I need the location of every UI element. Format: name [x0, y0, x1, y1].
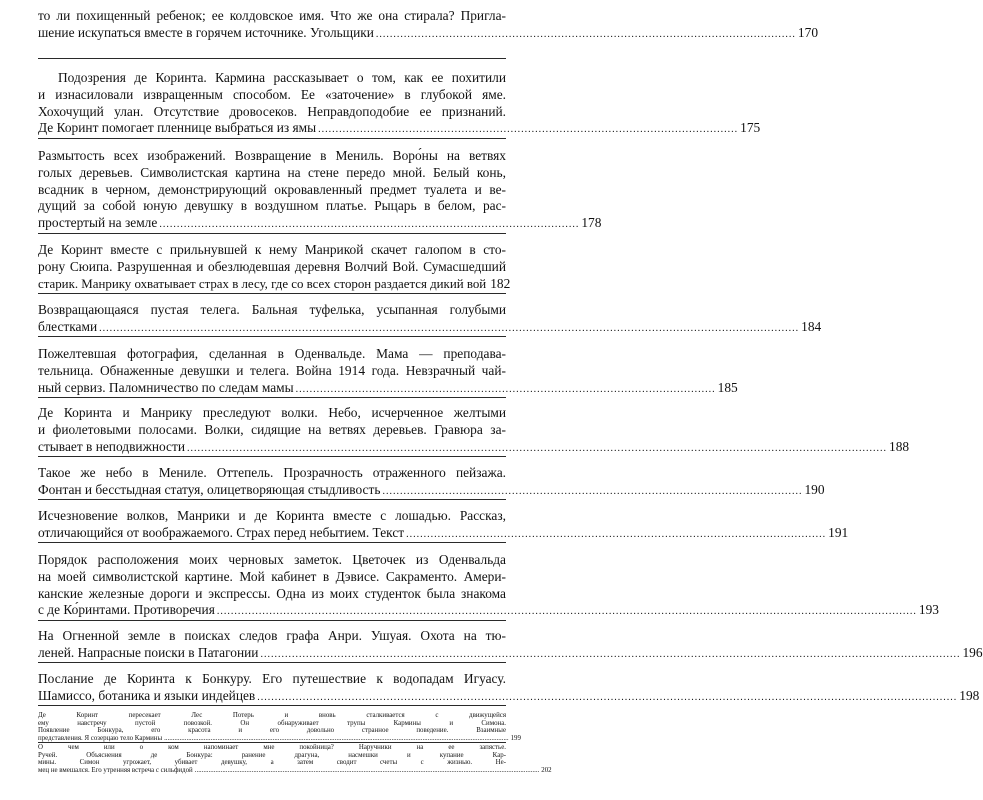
- entry-last-line: [38, 24, 819, 42]
- entry-last-line: [38, 481, 825, 499]
- entry-line-text: Де Коринт помогает пленнице выбраться из ямы: [38, 120, 317, 136]
- entry-line-text: на моей символистской картине. Мой кабинет в Дэвисе. Сакраменто. Амери-: [38, 568, 506, 584]
- entry-last-line: [38, 275, 511, 293]
- entry-line: [38, 465, 506, 482]
- entry-line-text: блестками: [38, 318, 98, 334]
- page-number: 175: [740, 120, 761, 136]
- entry-line-text: Размытость всех изображений. Возвращение в Мениль. Воро́ны на ветвях: [38, 148, 506, 163]
- entry-line: [38, 165, 506, 182]
- entry-line-text: канские железные дороги и экспрессы. Одна из моих студенток была знакома: [38, 585, 506, 601]
- entry-last-line: [38, 766, 552, 775]
- entry-line: [38, 586, 506, 603]
- entry-last-line: [38, 602, 939, 619]
- entry-line-text: и изнасиловали извращенным способом. Ее «заточение» в глубокой яме.: [38, 86, 506, 102]
- entry-line-text: ный сервиз. Паломничество по следам мамы: [38, 379, 294, 395]
- entry-line: [38, 70, 506, 87]
- entry-line-text: Пожелтевшая фотография, сделанная в Оденвальде. Мама — преподава-: [38, 346, 506, 361]
- leader-dots: ........................................................................................................................................................................................................: [164, 734, 509, 742]
- entry-line-text: Де Коринт пересекает Лес Потерь и вновь сталкивается с движущейся: [38, 712, 506, 719]
- entry-line-text: и фиолетовыми полосами. Волки, сидящие на ветвях деревьев. Гравюра за-: [38, 421, 506, 437]
- entry-line-text: шение искупаться вместе в горячем источнике. Угольщики: [38, 24, 374, 40]
- page-number: 190: [804, 481, 825, 497]
- entry-last-line: [38, 215, 602, 232]
- entry-line-text: тельница. Обнаженные девушки и телега. Война 1914 года. Невзрачный чай-: [38, 362, 506, 378]
- entry-line-text: всадник в черном, демонстрирующий окровавленный предмет туалета и ве-: [38, 181, 506, 197]
- entry-last-line: [38, 379, 738, 397]
- page-number: 185: [717, 379, 738, 395]
- entry-line-text: На Огненной земле в поисках следов графа Анри. Ушуая. Охота на тю-: [38, 628, 506, 643]
- page-number: 202: [541, 766, 552, 774]
- toc-entry: [38, 465, 825, 500]
- page-number: 199: [510, 734, 521, 742]
- leader-dots: ........................................................................................................................................................................................................: [260, 648, 961, 660]
- entry-last-line: [38, 438, 910, 456]
- entry-line: [38, 104, 506, 121]
- entry-last-line: [38, 524, 849, 542]
- entry-line-text: стывает в неподвижности: [38, 438, 185, 454]
- page-number: 170: [797, 24, 819, 40]
- toc-entry: [38, 302, 822, 337]
- toc-entry: [38, 70, 761, 139]
- toc-entry: [38, 744, 552, 774]
- toc-entry: [38, 405, 910, 457]
- entry-line: [38, 87, 506, 104]
- entry-line-text: мины. Симон угрожает, убивает девушку, а затем сводит счеты с жизнью. Не-: [38, 759, 506, 767]
- entry-line-text: голых деревьев. Символистская картина на стене передо мной. Белый конь,: [38, 164, 506, 180]
- entry-line: [38, 198, 506, 215]
- entry-line: [38, 363, 506, 380]
- page-number: 196: [962, 644, 983, 660]
- entry-line-text: леней. Напрасные поиски в Патагонии: [38, 644, 259, 660]
- entry-line-text: Де Коринта и Манрику преследуют волки. Небо, исчерченное желтыми: [38, 405, 506, 420]
- entry-line: [38, 744, 506, 752]
- toc-entry: [38, 508, 849, 543]
- toc-entry: [38, 242, 511, 294]
- entry-line: [38, 148, 506, 165]
- leader-dots: ........................................................................................................................: [295, 383, 716, 395]
- entry-line-text: дущий за собой юную девушку в воздушном платье. Рыцарь в белом, рас-: [38, 198, 506, 214]
- entry-line-text: то ли похищенный ребенок; ее колдовское имя. Что же она стирала? Пригла-: [38, 8, 506, 23]
- toc-entry: [38, 346, 738, 398]
- entry-last-line: [38, 734, 521, 743]
- entry-line-text: Возвращающаяся пустая телега. Бальная туфелька, усыпанная голубыми: [38, 302, 506, 317]
- leader-dots: ........................................................................................................................................................................................................: [257, 691, 958, 703]
- entry-last-line: [38, 318, 822, 336]
- entry-line-text: мец не вмешался. Его утренняя встреча с сильфидой: [38, 766, 193, 774]
- toc-entry: [38, 8, 819, 59]
- leader-dots: ........................................................................................................................................................................................................: [216, 606, 917, 618]
- entry-line: [38, 8, 506, 25]
- entry-line: [38, 405, 506, 422]
- entry-line-text: с де Ко́ринтами. Противоречия: [38, 602, 215, 618]
- page-number: 178: [581, 215, 602, 231]
- entry-line-text: Фонтан и бесстыдная статуя, олицетворяющая стыдливость: [38, 481, 381, 497]
- entry-line-text: Ручей. Объяснения де Бонкура: ранение драгуна, насмешки и купание Кар-: [38, 751, 506, 759]
- entry-line-text: простертый на земле: [38, 215, 158, 231]
- page-number: 191: [828, 524, 849, 540]
- page-number: 198: [959, 687, 980, 703]
- entry-line: [38, 259, 506, 276]
- entry-line-text: Шамиссо, ботаника и языки индейцев: [38, 687, 256, 703]
- entry-line-text: рону Сюипа. Разрушенная и обезлюдевшая деревня Волчий Вой. Сумасшедший: [38, 258, 506, 274]
- entry-last-line: [38, 687, 980, 705]
- page-number: 193: [918, 602, 939, 618]
- entry-line: [38, 346, 506, 363]
- entry-line: [38, 628, 506, 645]
- entry-line: [38, 727, 506, 735]
- entry-line: [38, 508, 506, 525]
- leader-dots: ........................................................................................................................: [375, 28, 796, 40]
- entry-line: [38, 759, 506, 767]
- leader-dots: ........................................................................................................................: [159, 219, 580, 231]
- entry-line: [38, 720, 506, 728]
- entry-line: [38, 712, 506, 720]
- toc-entry: [38, 148, 602, 234]
- entry-line-text: старик. Манрику охватывает страх в лесу, где со всех сторон раздается дикий вой: [38, 276, 487, 291]
- entry-line-text: О чем или о ком напоминает мне покойница? Наручники на ее запястье.: [38, 744, 506, 751]
- entry-line: [38, 422, 506, 439]
- page-number: 182: [490, 275, 511, 291]
- entry-line-text: Порядок расположения моих черновых заметок. Цветочек из Оденвальда: [38, 552, 506, 567]
- entry-line-text: Де Коринт вместе с прильнувшей к нему Манрикой скачет галопом в сто-: [38, 242, 506, 257]
- leader-dots: ........................................................................................................................: [382, 485, 803, 497]
- entry-last-line: [38, 644, 983, 662]
- entry-line-text: Подозрения де Коринта. Кармина рассказывает о том, как ее похитили: [58, 70, 506, 85]
- leader-dots: ........................................................................................................................................................................................................: [194, 766, 540, 774]
- entry-line-text: ему навстречу пустой повозкой. Он обнаруживает трупы Кармины и Симона.: [38, 719, 506, 727]
- entry-line: [38, 752, 506, 760]
- entry-line: [38, 242, 506, 259]
- entry-line: [38, 569, 506, 586]
- entry-line: [38, 302, 506, 319]
- entry-line-text: Послание де Коринта к Бонкуру. Его путешествие к водопадам Игуасу.: [38, 671, 506, 686]
- entry-line-text: Исчезновение волков, Манрики и де Коринта вместе с лошадью. Рассказ,: [38, 508, 506, 523]
- page-number: 188: [889, 438, 910, 454]
- leader-dots: ........................................................................................................................................................................................................: [187, 442, 887, 454]
- leader-dots: ........................................................................................................................: [318, 124, 739, 136]
- page-number: 184: [801, 318, 822, 334]
- entry-line: [38, 671, 506, 688]
- leader-dots: ........................................................................................................................: [406, 528, 827, 540]
- entry-line-text: Такое же небо в Мениле. Оттепель. Прозрачность отраженного пейзажа.: [38, 465, 506, 480]
- toc-entry: [38, 628, 983, 663]
- entry-line: [38, 552, 506, 569]
- entry-last-line: [38, 120, 761, 137]
- toc-entry: [38, 552, 939, 621]
- entry-line-text: Хохочущий улан. Отсутствие дровосеков. Неправдоподобие ее признаний.: [38, 103, 506, 119]
- entry-line-text: отличающийся от воображаемого. Страх перед небытием. Текст: [38, 524, 405, 540]
- entry-line: [38, 182, 506, 199]
- entry-line-text: представления. Я созерцаю тело Кармины: [38, 734, 163, 742]
- leader-dots: ........................................................................................................................................................................................................: [99, 322, 800, 334]
- toc-entry: [38, 712, 521, 743]
- toc-entry: [38, 671, 980, 706]
- entry-line-text: Появление Бонкура, его красота и его довольно странное поведение. Взаимные: [38, 727, 506, 735]
